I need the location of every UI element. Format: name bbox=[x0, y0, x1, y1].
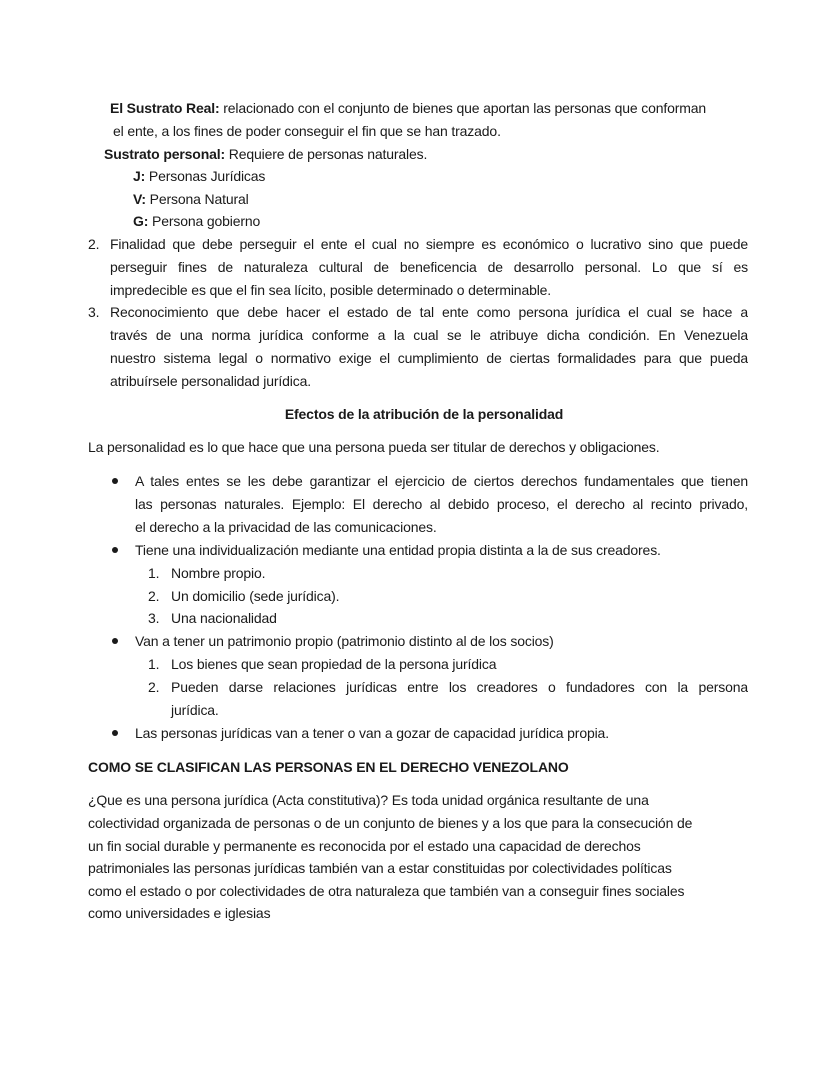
sustrato-personal-line bbox=[104, 143, 427, 165]
item2-line: Finalidad que debe perseguir el ente el cual no siempre es económico o lucrativo sino que puede bbox=[110, 236, 748, 252]
sub-item: Pueden darse relaciones jurídicas entre los creadores o fundadores con la persona bbox=[171, 679, 748, 695]
definition-line: ¿Que es una persona jurídica (Acta constitutiva)? Es toda unidad orgánica resultante de una bbox=[88, 792, 649, 808]
bullet-icon bbox=[112, 478, 118, 484]
list-number: 3. bbox=[148, 610, 160, 626]
bullet-line: las personas naturales. Ejemplo: El derecho al debido proceso, el derecho al recinto privado, bbox=[135, 496, 748, 512]
code-item bbox=[133, 210, 260, 232]
sustrato-real-text: el ente, a los fines de poder conseguir el fin que se han trazado. bbox=[113, 123, 501, 139]
bullet-icon bbox=[112, 638, 118, 644]
definition-line: como universidades e iglesias bbox=[88, 905, 271, 921]
sustrato-real-label: El Sustrato Real: bbox=[110, 100, 220, 116]
list-number: 2. bbox=[148, 588, 160, 604]
sub-item: jurídica. bbox=[171, 702, 219, 718]
list-number: 1. bbox=[148, 656, 160, 672]
effects-heading: Efectos de la atribución de la personalidad bbox=[284, 406, 564, 422]
code-label: G: bbox=[133, 213, 149, 229]
item3-line: nuestro sistema legal o normativo exige el cumplimiento de ciertas formalidades para que pueda bbox=[110, 350, 748, 366]
bullet-line: Tiene una individualización mediante una entidad propia distinta a la de sus creadores. bbox=[135, 542, 661, 558]
code-text: Personas Jurídicas bbox=[145, 168, 266, 184]
code-item bbox=[133, 188, 249, 210]
item2-line: perseguir fines de naturaleza cultural de beneficencia de desarrollo personal. Lo que sí es bbox=[110, 259, 748, 275]
definition-line: colectividad organizada de personas o de un conjunto de bienes y a los que para la consecución de bbox=[88, 815, 693, 831]
code-text: Persona Natural bbox=[145, 191, 249, 207]
sub-item: Un domicilio (sede jurídica). bbox=[171, 588, 340, 604]
list-number: 2. bbox=[148, 679, 160, 695]
bullet-icon bbox=[112, 730, 118, 736]
sustrato-real-line bbox=[110, 97, 706, 119]
sub-item: Una nacionalidad bbox=[171, 610, 277, 626]
list-number: 2. bbox=[88, 236, 100, 252]
definition-line: patrimoniales las personas jurídicas también van a estar constituidas por colectividades políticas bbox=[88, 860, 672, 876]
list-number: 1. bbox=[148, 565, 160, 581]
bullet-line: Las personas jurídicas van a tener o van a gozar de capacidad jurídica propia. bbox=[135, 725, 609, 741]
code-text: Persona gobierno bbox=[148, 213, 261, 229]
item3-line: Reconocimiento que debe hacer el estado de tal ente como persona jurídica el cual se hace a bbox=[110, 304, 748, 320]
item3-line: atribuírsele personalidad jurídica. bbox=[110, 373, 311, 389]
code-label: J: bbox=[133, 168, 146, 184]
list-number: 3. bbox=[88, 304, 100, 320]
bullet-line: A tales entes se les debe garantizar el ejercicio de ciertos derechos fundamentales que tienen bbox=[135, 473, 748, 489]
definition-line: como el estado o por colectividades de otra naturaleza que también van a conseguir fines sociales bbox=[88, 883, 685, 899]
code-label: V: bbox=[133, 191, 146, 207]
definition-line: un fin social durable y permanente es reconocida por el estado una capacidad de derechos bbox=[88, 838, 641, 854]
item3-line: través de una norma jurídica conforme a la cual se le atribuye dicha condición. En Venezuela bbox=[110, 327, 748, 343]
classify-heading: COMO SE CLASIFICAN LAS PERSONAS EN EL DERECHO VENEZOLANO bbox=[88, 759, 569, 775]
bullet-line: el derecho a la privacidad de las comunicaciones. bbox=[135, 519, 437, 535]
code-item bbox=[133, 165, 265, 187]
sub-item: Los bienes que sean propiedad de la persona jurídica bbox=[171, 656, 497, 672]
personality-intro: La personalidad es lo que hace que una persona pueda ser titular de derechos y obligaciones. bbox=[88, 439, 660, 455]
sustrato-real-text: relacionado con el conjunto de bienes que aportan las personas que conforman bbox=[219, 100, 707, 116]
sustrato-personal-text: Requiere de personas naturales. bbox=[225, 146, 428, 162]
bullet-line: Van a tener un patrimonio propio (patrimonio distinto al de los socios) bbox=[135, 633, 554, 649]
bullet-icon bbox=[112, 547, 118, 553]
sustrato-personal-label: Sustrato personal: bbox=[104, 146, 225, 162]
item2-line: impredecible es que el fin sea lícito, posible determinado o determinable. bbox=[110, 282, 552, 298]
sub-item: Nombre propio. bbox=[171, 565, 266, 581]
